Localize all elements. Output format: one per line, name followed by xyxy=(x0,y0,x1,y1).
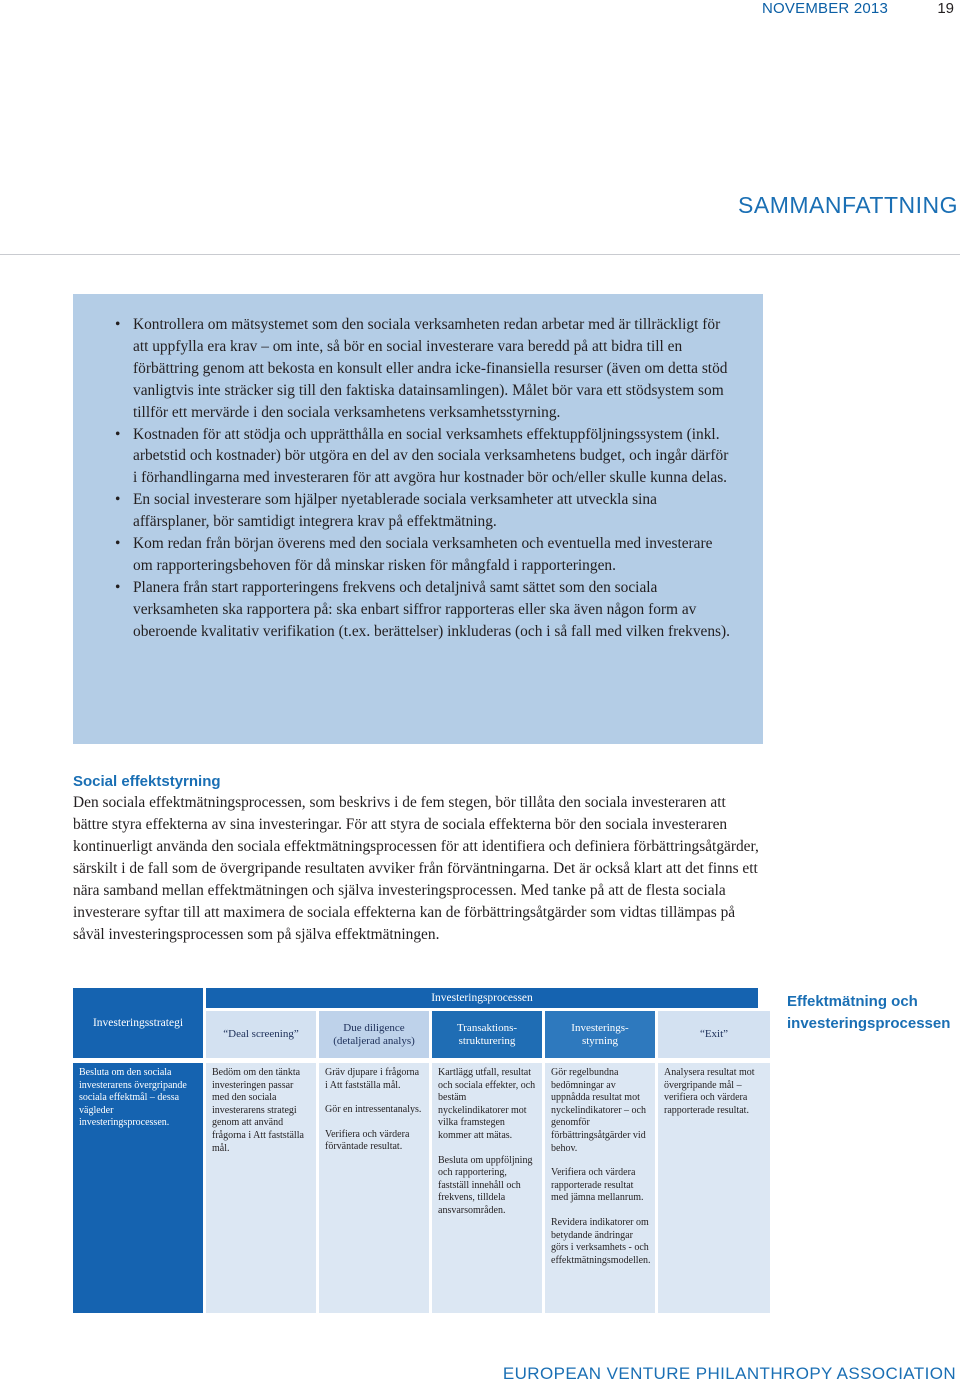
column-text: Revidera indikatorer om betydande ändringar görs i verksamhets - och effektmätningsmodellen. xyxy=(551,1216,651,1266)
stage-due-diligence xyxy=(319,1011,429,1058)
stage-label: “Exit” xyxy=(699,1028,729,1040)
column-text: Bedöm om den tänkta investeringen passar med den sociala investerarens strategi genom att använd frågorna i Att fastställa mål. xyxy=(212,1067,304,1154)
recommendation-text: En social investerare som hjälper nyetablerade sociala verksamheter att utveckla sina affärsplaner, bör samtidigt integrera krav på effektmätning. xyxy=(133,491,657,531)
list-item xyxy=(103,314,733,424)
column-investment-management xyxy=(545,1063,655,1313)
column-strategy xyxy=(73,1063,203,1313)
column-text: Analysera resultat mot övergripande mål – verifiera och värdera rapporterade resultat. xyxy=(664,1067,755,1116)
list-item xyxy=(103,424,733,490)
stage-investment-management xyxy=(545,1011,655,1058)
title-divider xyxy=(0,254,960,255)
bullet: • xyxy=(115,535,121,553)
recommendations-list xyxy=(103,314,733,643)
stage-label: strukturering xyxy=(458,1034,516,1047)
column-text: Gräv djupare i frågorna i Att fastställa mål. xyxy=(325,1067,420,1091)
column-deal-screening xyxy=(206,1063,316,1313)
bullet: • xyxy=(115,316,121,333)
process-diagram xyxy=(0,988,960,1318)
list-item xyxy=(103,533,733,577)
column-transaction-structuring xyxy=(432,1063,542,1313)
stage-label: Due diligence xyxy=(343,1021,405,1034)
stage-sublabel: (detaljerad analys) xyxy=(333,1034,415,1047)
column-text: Verifiera och värdera rapporterade resultat med jämna mellanrum. xyxy=(551,1167,644,1204)
bullet: • xyxy=(115,578,121,596)
section-title: SAMMANFATTNING xyxy=(738,192,958,218)
strategy-header: Investeringsstrategi xyxy=(73,988,203,1058)
stage-label: Transaktions- xyxy=(456,1021,518,1034)
body-paragraph: Den sociala effektmätningsprocessen, som beskrivs i de fem stegen, bör tillåta den sociala investeraren att bättre styra effekterna av sina investeringar. För att styra de sociala effekterna bör den sociala investeraren kontinuerligt använda den sociala effektmätningsprocessen för att identifiera och definiera förbättringsåtgärder, särskilt i de fall som de övergripande resultaten avviker från förväntningarna. Det är också klart att det finns ett nära samband mellan effektmätningen och själva investeringsprocessen. Med tanke på att de flesta sociala investerare syftar till att maximera de sociala effekterna kan de förbättringsåtgärder som vidtas tillämpas på såväl investeringsprocessen som på själva effektmätningen. xyxy=(73,794,759,943)
section-heading: Social effektstyrning xyxy=(73,773,221,790)
column-text: Besluta om uppföljning och rapportering, fastställ innehåll och frekvens, tilldela ansvarsområden. xyxy=(438,1154,533,1216)
footer-publisher: EUROPEAN VENTURE PHILANTHROPY ASSOCIATION xyxy=(502,1364,956,1383)
recommendation-text: Kontrollera om mätsystemet som den sociala verksamheten redan arbetar med är tillräckligt för att uppfylla era krav – om inte, så bör en social investerare vara beredd på att bidra till en förbättring genom att bekosta en konsult eller andra icke-finansiella resurser (även om detta stöd vanligtvis inte sträcker sig till den faktiska datainsamlingen). Målet bör vara ett stödsystem som tillför ett mervärde i den sociala verksamhetens verksamhetsstyrning. xyxy=(133,316,728,421)
recommendation-text: Kostnaden för att stödja och upprätthålla en social verksamhets effektuppföljningssystem (inkl. arbetstid och kostnader) bör utgöra en del av den sociala verksamhetens budget, och ingår därför i förhandlingarna med investeraren för att avgöra hur kostnader bör och/eller skulle kunna delas. xyxy=(133,425,729,487)
column-due-diligence xyxy=(319,1063,429,1313)
bullet: • xyxy=(115,425,121,443)
stage-label: Investerings- xyxy=(571,1021,629,1034)
column-text: Kartlägg utfall, resultat och sociala effekter, och bestäm nyckelindikatorer mot vilka framstegen kommer att mätas. xyxy=(438,1067,536,1141)
process-header: Investeringsprocessen xyxy=(206,988,758,1008)
stage-label: “Deal screening” xyxy=(223,1028,299,1040)
list-item xyxy=(103,577,733,643)
list-item xyxy=(103,489,733,533)
recommendations-box xyxy=(73,294,763,744)
bullet: • xyxy=(115,491,121,509)
stage-exit xyxy=(658,1011,770,1058)
column-text: Gör regelbundna bedömningar av uppnådda resultat mot nyckelindikatorer – och genomför förbättringsåtgärder vid behov. xyxy=(551,1067,646,1154)
page-number: 19 xyxy=(937,0,954,17)
page-header xyxy=(0,0,960,18)
column-text: Gör en intressentanalys. xyxy=(325,1104,422,1116)
column-exit xyxy=(658,1063,770,1313)
recommendation-text: Kom redan från början överens med den sociala verksamheten och eventuella med investerare om rapporteringsbehoven för då minskar risken för mångfald i rapporteringen. xyxy=(133,535,713,574)
recommendation-text: Planera från start rapporteringens frekvens och detaljnivå samt sättet som den sociala verksamheten ska rapportera på: ska enbart siffror rapporteras eller ska även någon form av oberoende kvalitativ verifikation (t.ex. berättelser) inkluderas (och i så fall med vilken frekvens). xyxy=(133,578,731,640)
diagram-label: Effektmätning och investeringsprocessen xyxy=(787,993,951,1032)
column-text: Besluta om den sociala investerarens övergripande sociala effektmål – dessa vägleder investeringsprocessen. xyxy=(79,1067,187,1129)
header-month: NOVEMBER 2013 xyxy=(762,0,888,17)
stage-deal-screening xyxy=(206,1011,316,1058)
column-text: Verifiera och värdera förväntade resultat. xyxy=(325,1128,410,1153)
stage-transaction-structuring xyxy=(432,1011,542,1058)
stage-label: styrning xyxy=(581,1034,619,1047)
